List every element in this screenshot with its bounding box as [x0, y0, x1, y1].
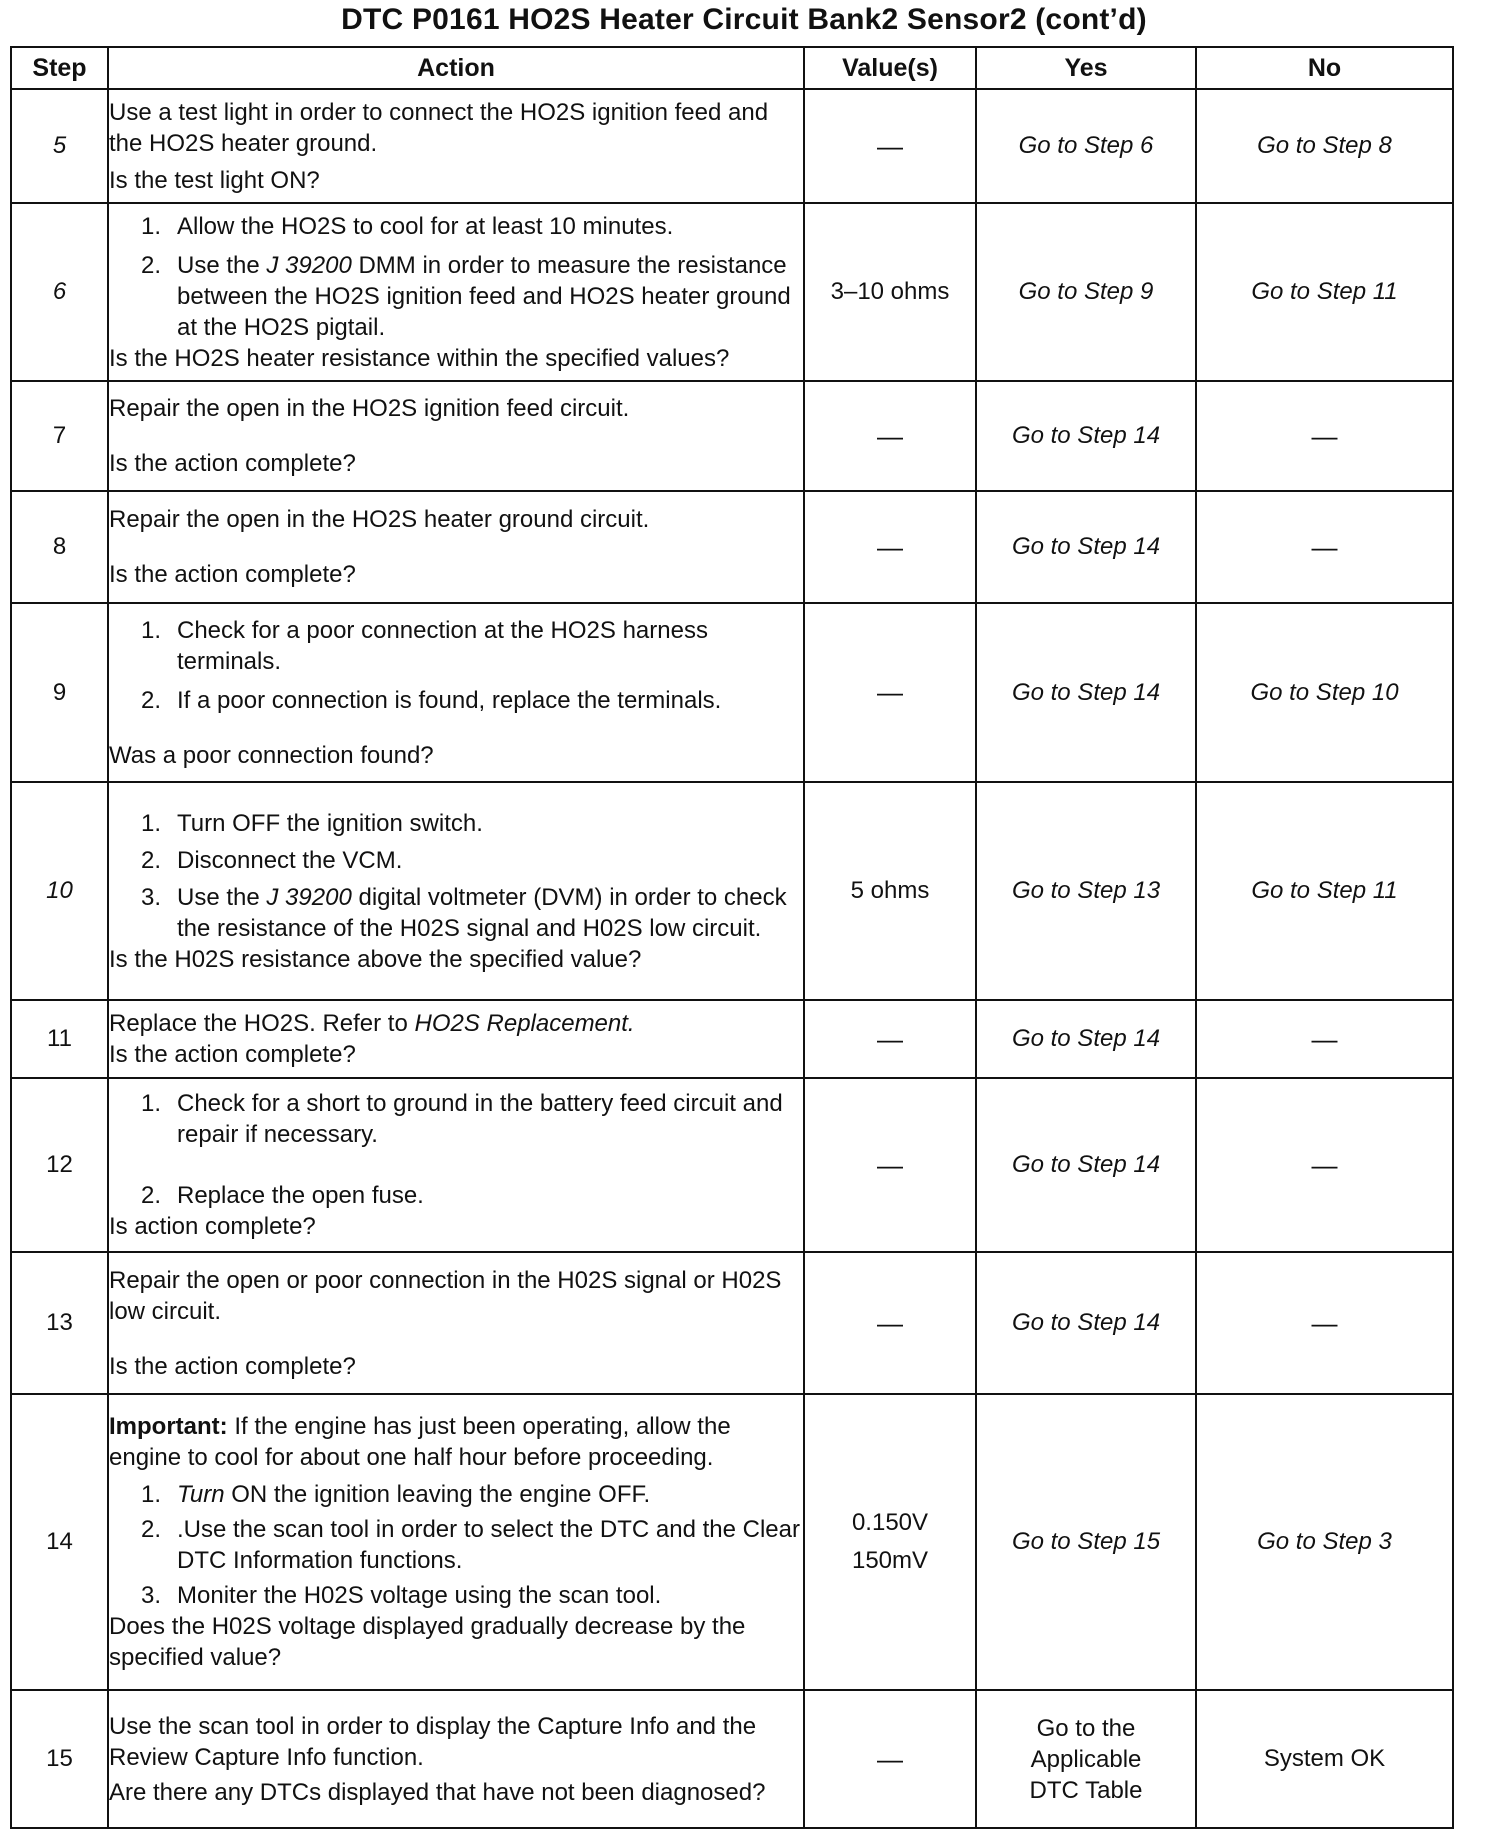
no-text: —: [1311, 420, 1338, 451]
value-text: 0.150V: [851, 1509, 929, 1536]
value-text: —: [877, 1023, 903, 1054]
table-row: [11, 1000, 1453, 1078]
value-text: —: [877, 531, 903, 562]
step-number: 14: [11, 1394, 108, 1690]
no-text: —: [1311, 1307, 1338, 1338]
list-text: Replace the open fuse.: [177, 1182, 424, 1209]
value-cell: [804, 1000, 976, 1078]
list-item: [109, 250, 803, 343]
table-row: [11, 1690, 1453, 1828]
action-cell: [108, 491, 804, 603]
action-cell: [108, 381, 804, 491]
action-question: Is the action complete?: [109, 450, 356, 477]
diagnostic-table: [10, 46, 1454, 1829]
yes-text: Applicable: [1030, 1745, 1142, 1773]
value-cell: [804, 89, 976, 203]
list-item: [109, 1088, 803, 1150]
action-question: Is action complete?: [109, 1213, 316, 1240]
action-cell: [108, 203, 804, 381]
table-row: [11, 1394, 1453, 1690]
no-cell: Go to Step 11: [1196, 203, 1453, 381]
list-number: 2.: [141, 686, 162, 714]
value-text: 150mV: [851, 1547, 929, 1574]
no-cell: [1196, 1252, 1453, 1394]
no-cell: Go to Step 3: [1196, 1394, 1453, 1690]
list-text: .Use the scan tool in order to select the DTC and the Clear DTC Information functions.: [177, 1516, 800, 1574]
step-number: 12: [11, 1078, 108, 1252]
action-list: [109, 808, 803, 944]
header-action: Action: [108, 47, 804, 89]
yes-cell: Go to Step 14: [976, 603, 1196, 782]
value-text: —: [877, 677, 903, 707]
header-step: Step: [11, 47, 108, 89]
value-cell: [804, 1078, 976, 1252]
tool-reference: J 39200: [266, 883, 352, 911]
yes-cell: Go to Step 6: [976, 89, 1196, 203]
yes-cell: Go to Step 14: [976, 1000, 1196, 1078]
no-cell: [1196, 1078, 1453, 1252]
action-question: Is the action complete?: [109, 1041, 356, 1068]
list-item: [109, 845, 803, 876]
action-cell: [108, 89, 804, 203]
table-row: [11, 603, 1453, 782]
header-yes: Yes: [976, 47, 1196, 89]
list-text: Moniter the H02S voltage using the scan tool.: [177, 1582, 662, 1609]
action-list: [109, 615, 803, 716]
no-cell: System OK: [1196, 1690, 1453, 1828]
spacer: [109, 535, 803, 559]
list-number: 3.: [141, 1582, 162, 1609]
table-row: [11, 203, 1453, 381]
list-text: digital voltmeter (DVM) in order to check the resistance of the H02S signal and H02S low circuit.: [177, 883, 787, 942]
table-row: [11, 89, 1453, 203]
action-text: Use a test light in order to connect the HO2S ignition feed and the HO2S heater ground.: [109, 98, 769, 157]
table-row: [11, 1078, 1453, 1252]
no-cell: Go to Step 11: [1196, 782, 1453, 1000]
table-row: [11, 782, 1453, 1000]
list-number: 2.: [141, 1182, 162, 1209]
action-question: Is the test light ON?: [109, 166, 320, 194]
step-number: 15: [11, 1690, 108, 1828]
table-header-row: [11, 47, 1453, 89]
value-cell: [804, 603, 976, 782]
action-list: [109, 1088, 803, 1211]
yes-cell: Go to Step 15: [976, 1394, 1196, 1690]
important-note: [109, 1411, 803, 1473]
list-number: 1.: [141, 809, 162, 837]
list-number: 3.: [141, 883, 162, 911]
step-number: 6: [11, 203, 108, 381]
yes-cell: Go to Step 14: [976, 1252, 1196, 1394]
spacer: [109, 1327, 803, 1351]
list-text: Turn: [177, 1481, 225, 1508]
value-cell: [804, 491, 976, 603]
spacer: [109, 424, 803, 448]
list-number: 1.: [141, 212, 162, 240]
list-text: ON the ignition leaving the engine OFF.: [224, 1481, 651, 1508]
tool-reference: J 39200: [266, 251, 352, 279]
list-number: 2.: [141, 251, 162, 279]
table-row: [11, 381, 1453, 491]
step-number: 8: [11, 491, 108, 603]
yes-cell: [976, 1690, 1196, 1828]
action-cell: [108, 1394, 804, 1690]
step-number: 10: [11, 782, 108, 1000]
list-item: [109, 211, 803, 242]
value-text: —: [877, 420, 903, 451]
list-text: If a poor connection is found, replace the terminals.: [177, 686, 722, 714]
action-question: Is the H02S resistance above the specified value?: [109, 945, 642, 973]
table-row: [11, 1252, 1453, 1394]
list-number: 1.: [141, 616, 162, 644]
action-text: Use the scan tool in order to display the Capture Info and the Review Capture Info function.: [109, 1712, 757, 1771]
action-question: Does the H02S voltage displayed gradually decrease by the specified value?: [109, 1613, 746, 1671]
action-text: Repair the open or poor connection in the H02S signal or H02S low circuit.: [109, 1266, 782, 1325]
list-item: [109, 1479, 803, 1510]
list-text: Check for a short to ground in the battery feed circuit and repair if necessary.: [177, 1090, 783, 1148]
no-cell: Go to Step 10: [1196, 603, 1453, 782]
list-item: [109, 685, 803, 716]
list-number: 1.: [141, 1090, 162, 1117]
list-number: 2.: [141, 846, 162, 874]
value-text: —: [877, 1743, 903, 1774]
action-text: [109, 1008, 803, 1039]
list-item: [109, 1180, 803, 1211]
yes-cell: Go to Step 14: [976, 491, 1196, 603]
value-cell: 3–10 ohms: [804, 203, 976, 381]
step-number: 9: [11, 603, 108, 782]
no-text: —: [1311, 1023, 1338, 1054]
important-text: If the engine has just been operating, allow the engine to cool for about one half hour before proceeding.: [109, 1413, 731, 1471]
yes-text: Go to the: [1036, 1714, 1136, 1742]
list-item: [109, 615, 803, 677]
value-cell: [804, 1252, 976, 1394]
list-item: [109, 808, 803, 839]
list-item: [109, 1580, 803, 1611]
value-cell: [804, 1394, 976, 1690]
action-question: Are there any DTCs displayed that have not been diagnosed?: [109, 1778, 766, 1806]
value-text: —: [877, 130, 903, 161]
yes-cell: Go to Step 14: [976, 1078, 1196, 1252]
list-text: DMM in order to measure the resistance between the HO2S ignition feed and HO2S heater ground at the HO2S pigtail.: [177, 251, 791, 341]
important-label: Important:: [109, 1413, 228, 1440]
table-row: [11, 491, 1453, 603]
no-cell: Go to Step 8: [1196, 89, 1453, 203]
action-cell: [108, 782, 804, 1000]
action-question: Is the HO2S heater resistance within the specified values?: [109, 344, 730, 372]
list-number: 1.: [141, 1481, 162, 1508]
list-text: Turn OFF the ignition switch.: [177, 809, 483, 837]
no-cell: [1196, 491, 1453, 603]
list-text: Use the: [177, 251, 267, 279]
list-text: Allow the HO2S to cool for at least 10 minutes.: [177, 212, 674, 240]
list-text: Check for a poor connection at the HO2S harness terminals.: [177, 616, 708, 675]
action-question: Is the action complete?: [109, 561, 356, 588]
reference-link[interactable]: HO2S Replacement.: [414, 1010, 635, 1037]
no-cell: [1196, 1000, 1453, 1078]
list-text: Disconnect the VCM.: [177, 846, 403, 874]
list-item: [109, 1514, 803, 1576]
step-number: 13: [11, 1252, 108, 1394]
action-cell: [108, 1252, 804, 1394]
action-cell: [108, 1078, 804, 1252]
yes-text: DTC Table: [1029, 1776, 1143, 1804]
action-list: [109, 1479, 803, 1611]
header-values: Value(s): [804, 47, 976, 89]
value-cell: 5 ohms: [804, 782, 976, 1000]
value-text: —: [877, 1307, 903, 1338]
value-text: —: [877, 1149, 903, 1180]
action-text: Repair the open in the HO2S ignition feed circuit.: [109, 395, 630, 422]
step-number: 5: [11, 89, 108, 203]
action-question: Is the action complete?: [109, 1352, 356, 1380]
yes-cell: Go to Step 14: [976, 381, 1196, 491]
spacer: [109, 716, 803, 740]
no-cell: [1196, 381, 1453, 491]
action-text-part: Replace the HO2S. Refer to: [109, 1010, 415, 1037]
no-text: —: [1311, 1149, 1338, 1180]
action-list: [109, 211, 803, 343]
list-text: Use the: [177, 883, 267, 911]
value-cell: [804, 1690, 976, 1828]
no-text: —: [1311, 531, 1338, 562]
yes-cell: Go to Step 9: [976, 203, 1196, 381]
action-cell: [108, 603, 804, 782]
action-question: Was a poor connection found?: [109, 741, 434, 769]
action-cell: [108, 1000, 804, 1078]
value-cell: [804, 381, 976, 491]
page-title: DTC P0161 HO2S Heater Circuit Bank2 Sensor2 (cont’d): [341, 3, 1147, 36]
step-number: 7: [11, 381, 108, 491]
yes-cell: Go to Step 13: [976, 782, 1196, 1000]
action-text: Repair the open in the HO2S heater ground circuit.: [109, 506, 650, 533]
list-number: 2.: [141, 1516, 162, 1543]
list-item: [109, 882, 803, 944]
action-cell: [108, 1690, 804, 1828]
step-number: 11: [11, 1000, 108, 1078]
header-no: No: [1196, 47, 1453, 89]
